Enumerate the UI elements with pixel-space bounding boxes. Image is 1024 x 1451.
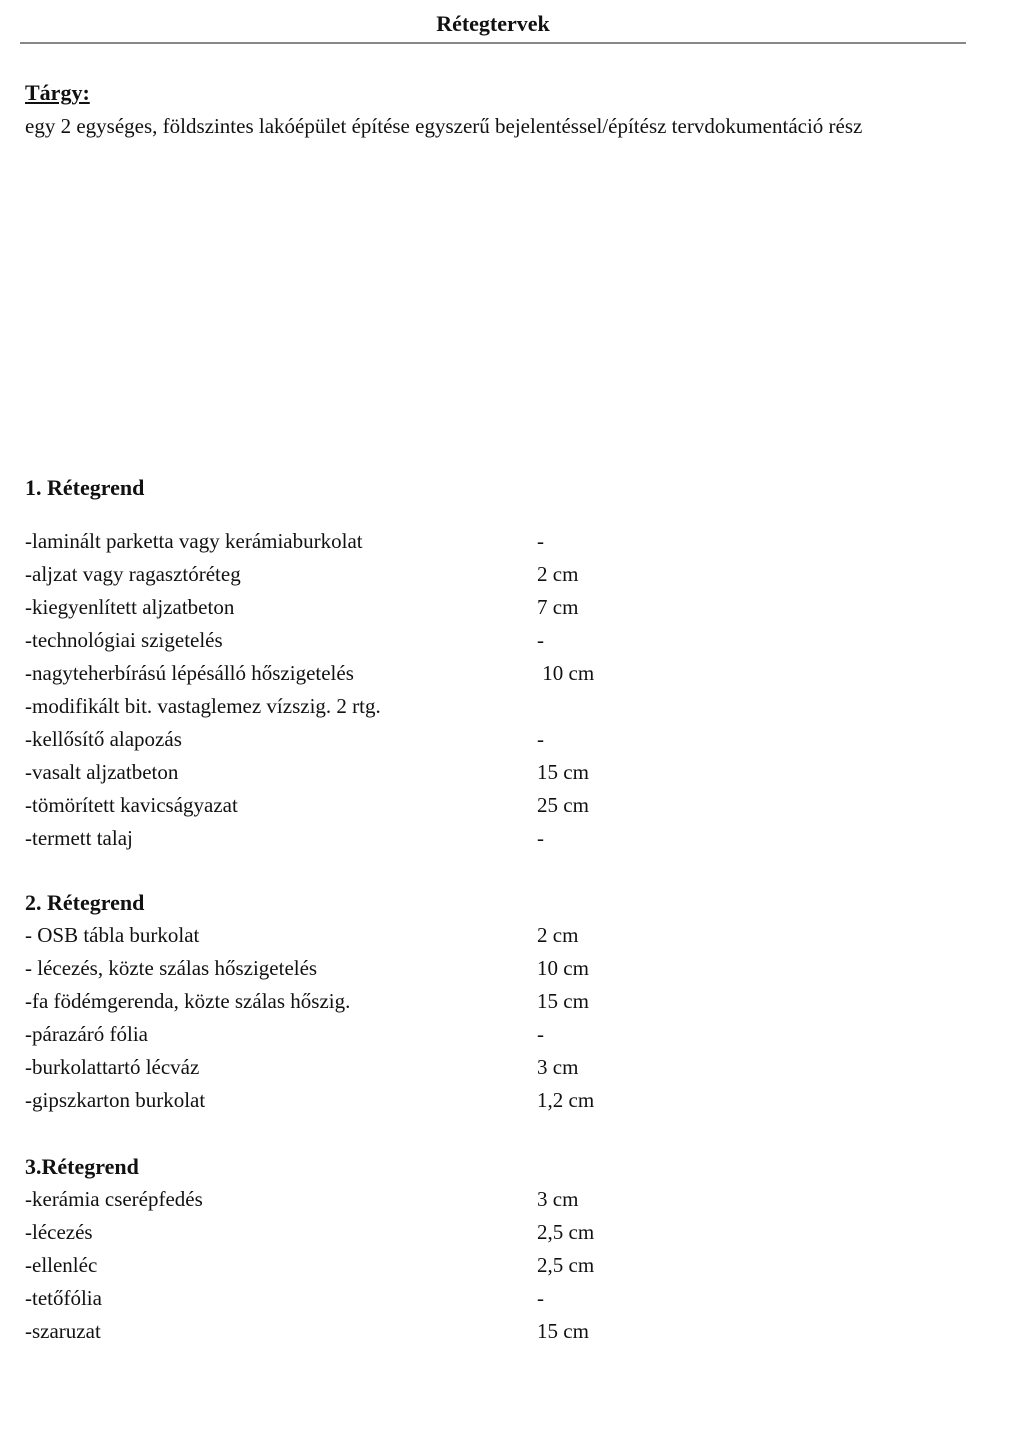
layer-name: -párazáró fólia <box>25 1022 148 1046</box>
layer-name: - lécezés, közte szálas hőszigetelés <box>25 956 318 980</box>
layer-thickness: 2,5 cm <box>537 1253 595 1277</box>
layer-thickness: 7 cm <box>537 595 579 619</box>
layer-row <box>25 1282 725 1315</box>
layer-row <box>25 525 725 558</box>
layer-row <box>25 1051 725 1084</box>
section-title: 2. Rétegrend <box>25 890 145 915</box>
layer-list <box>25 919 725 1117</box>
layer-name: -tetőfólia <box>25 1286 102 1310</box>
layer-thickness: 10 cm <box>537 661 595 685</box>
layer-row <box>25 1216 725 1249</box>
layer-thickness: 25 cm <box>537 793 589 817</box>
layer-row <box>25 723 725 756</box>
layer-thickness: 2,5 cm <box>537 1220 595 1244</box>
layer-thickness: 15 cm <box>537 760 589 784</box>
layer-thickness: 3 cm <box>537 1187 579 1211</box>
layer-row <box>25 919 725 952</box>
layer-thickness: 15 cm <box>537 989 589 1013</box>
layer-thickness: - <box>537 628 544 652</box>
layer-thickness: - <box>537 529 544 553</box>
layer-thickness: - <box>537 727 544 751</box>
layer-order-section-1 <box>25 471 725 855</box>
layer-thickness: 10 cm <box>537 956 589 980</box>
layer-row <box>25 985 725 1018</box>
layer-name: -technológiai szigetelés <box>25 628 223 652</box>
layer-thickness: 2 cm <box>537 923 579 947</box>
subject-label: Tárgy: <box>25 80 90 105</box>
layer-row <box>25 1018 725 1051</box>
layer-thickness: 2 cm <box>537 562 579 586</box>
layer-thickness: - <box>537 826 544 850</box>
subject-text: egy 2 egységes, földszintes lakóépület építése egyszerű bejelentéssel/építész tervdokumentáció rész <box>25 114 863 138</box>
layer-row <box>25 756 725 789</box>
layer-name: -burkolattartó lécváz <box>25 1055 200 1079</box>
layer-name: -laminált parketta vagy kerámiaburkolat <box>25 529 363 553</box>
layer-row <box>25 657 725 690</box>
section-title: 3.Rétegrend <box>25 1154 139 1179</box>
layer-name: -kiegyenlített aljzatbeton <box>25 595 235 619</box>
layer-thickness: - <box>537 1022 544 1046</box>
layer-name: -fa födémgerenda, közte szálas hőszig. <box>25 989 351 1013</box>
layer-row <box>25 822 725 855</box>
layer-list <box>25 525 725 855</box>
layer-name: - OSB tábla burkolat <box>25 923 200 947</box>
layer-name: -vasalt aljzatbeton <box>25 760 179 784</box>
layer-thickness: 3 cm <box>537 1055 579 1079</box>
layer-row <box>25 591 725 624</box>
layer-name: -tömörített kavicságyazat <box>25 793 238 817</box>
layer-name: -aljzat vagy ragasztóréteg <box>25 562 241 586</box>
layer-thickness: - <box>537 1286 544 1310</box>
layer-name: -gipszkarton burkolat <box>25 1088 206 1112</box>
layer-thickness: 15 cm <box>537 1319 589 1343</box>
layer-row <box>25 624 725 657</box>
layer-name: -modifikált bit. vastaglemez vízszig. 2 rtg. <box>25 694 381 718</box>
layer-name: -kerámia cserépfedés <box>25 1187 203 1211</box>
layer-name: -kellősítő alapozás <box>25 727 182 751</box>
document-title: Rétegtervek <box>436 11 550 36</box>
layer-name: -termett talaj <box>25 826 133 850</box>
layer-name: -ellenléc <box>25 1253 98 1277</box>
layer-row <box>25 1249 725 1282</box>
layer-row <box>25 789 725 822</box>
layer-row <box>25 558 725 591</box>
layer-row <box>25 1183 725 1216</box>
section-title: 1. Rétegrend <box>25 475 145 500</box>
layer-name: -lécezés <box>25 1220 93 1244</box>
layer-row <box>25 952 725 985</box>
layer-order-section-2 <box>25 886 725 1117</box>
layer-name: -szaruzat <box>25 1319 101 1343</box>
layer-row <box>25 1315 725 1348</box>
layer-row <box>25 690 725 723</box>
title-divider <box>20 42 966 44</box>
layer-order-section-3 <box>25 1150 725 1348</box>
layer-row <box>25 1084 725 1117</box>
layer-name: -nagyteherbírású lépésálló hőszigetelés <box>25 661 354 685</box>
layer-thickness: 1,2 cm <box>537 1088 595 1112</box>
layer-list <box>25 1183 725 1348</box>
